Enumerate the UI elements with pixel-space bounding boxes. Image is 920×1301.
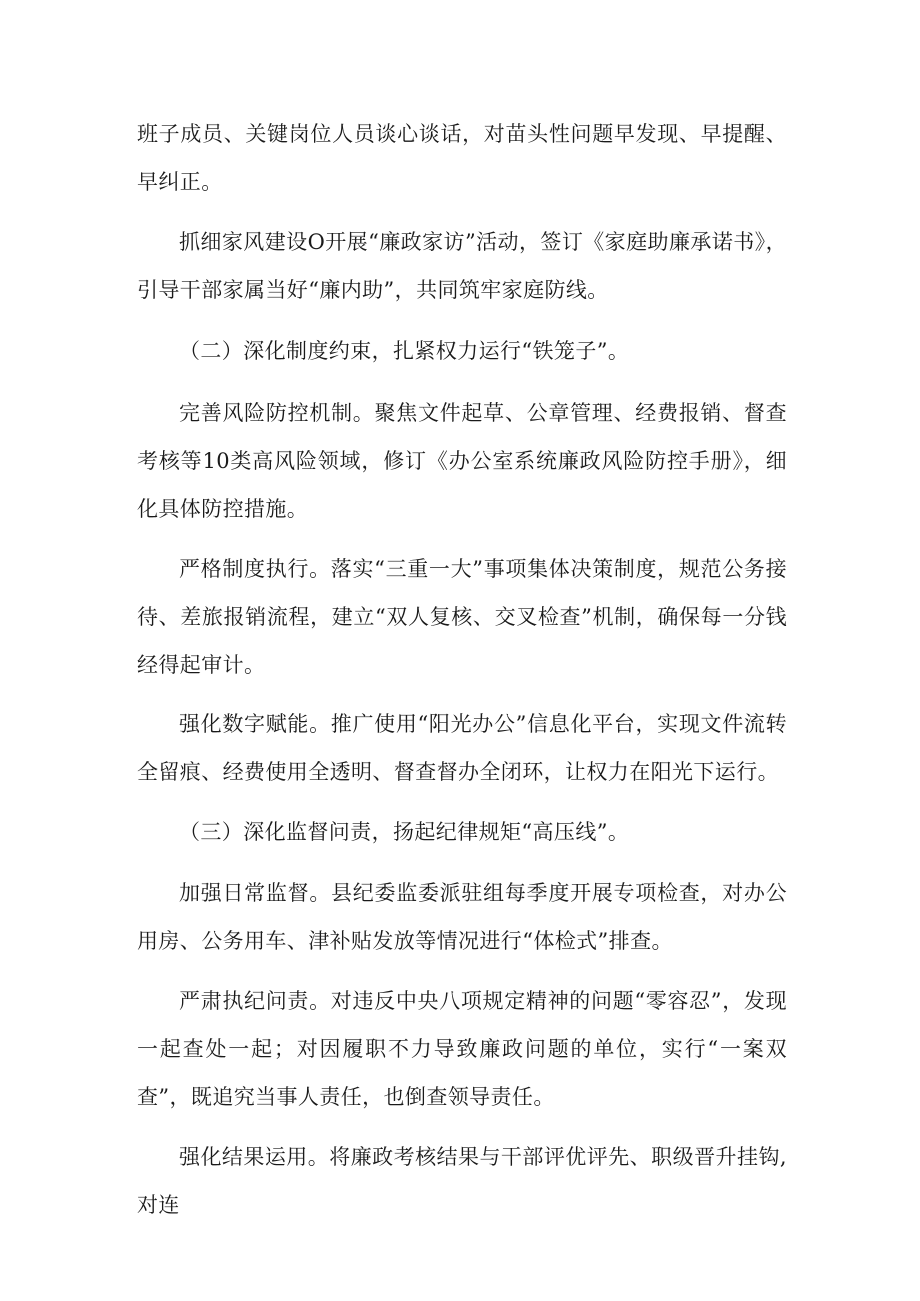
- section-heading-3: （三）深化监督问责，扬起纪律规矩“高压线”。: [179, 820, 630, 844]
- paragraph-talks: 班子成员、关键岗位人员谈心谈话，对苗头性问题早发现、早提醒、早纠正。: [137, 122, 787, 194]
- paragraph-family-style: 抓细家风建设O开展“廉政家访”活动，签订《家庭助廉承诺书》，引导干部家属当好“廉内助”，共同筑牢家庭防线。: [137, 230, 787, 302]
- paragraph-daily-supervision: 加强日常监督。县纪委监委派驻组每季度开展专项检查，对办公用房、公务用车、津补贴发放等情况进行“体检式”排查。: [137, 881, 787, 953]
- paragraph-results: 强化结果运用。将廉政考核结果与干部评优评先、职级晋升挂钩,对连: [137, 1145, 787, 1217]
- paragraph-accountability: 严肃执纪问责。对违反中央八项规定精神的问题“零容忍”，发现一起查处一起；对因履职不力导致廉政问题的单位，实行“一案双查”，既追究当事人责任，也倒查领导责任。: [137, 989, 787, 1109]
- paragraph-risk-control: 完善风险防控机制。聚焦文件起草、公章管理、经费报销、督查考核等10类高风险领域，修订《办公室系统廉政风险防控手册》，细化具体防控措施。: [137, 401, 787, 521]
- paragraph-digital: 强化数字赋能。推广使用“阳光办公”信息化平台，实现文件流转全留痕、经费使用全透明、督查督办全闭环，让权力在阳光下运行。: [137, 712, 787, 784]
- section-heading-2: （二）深化制度约束，扎紧权力运行“铁笼子”。: [179, 339, 630, 363]
- paragraph-system-execution: 严格制度执行。落实“三重一大”事项集体决策制度，规范公务接待、差旅报销流程，建立“双人复核、交叉检查”机制，确保每一分钱经得起审计。: [137, 557, 787, 677]
